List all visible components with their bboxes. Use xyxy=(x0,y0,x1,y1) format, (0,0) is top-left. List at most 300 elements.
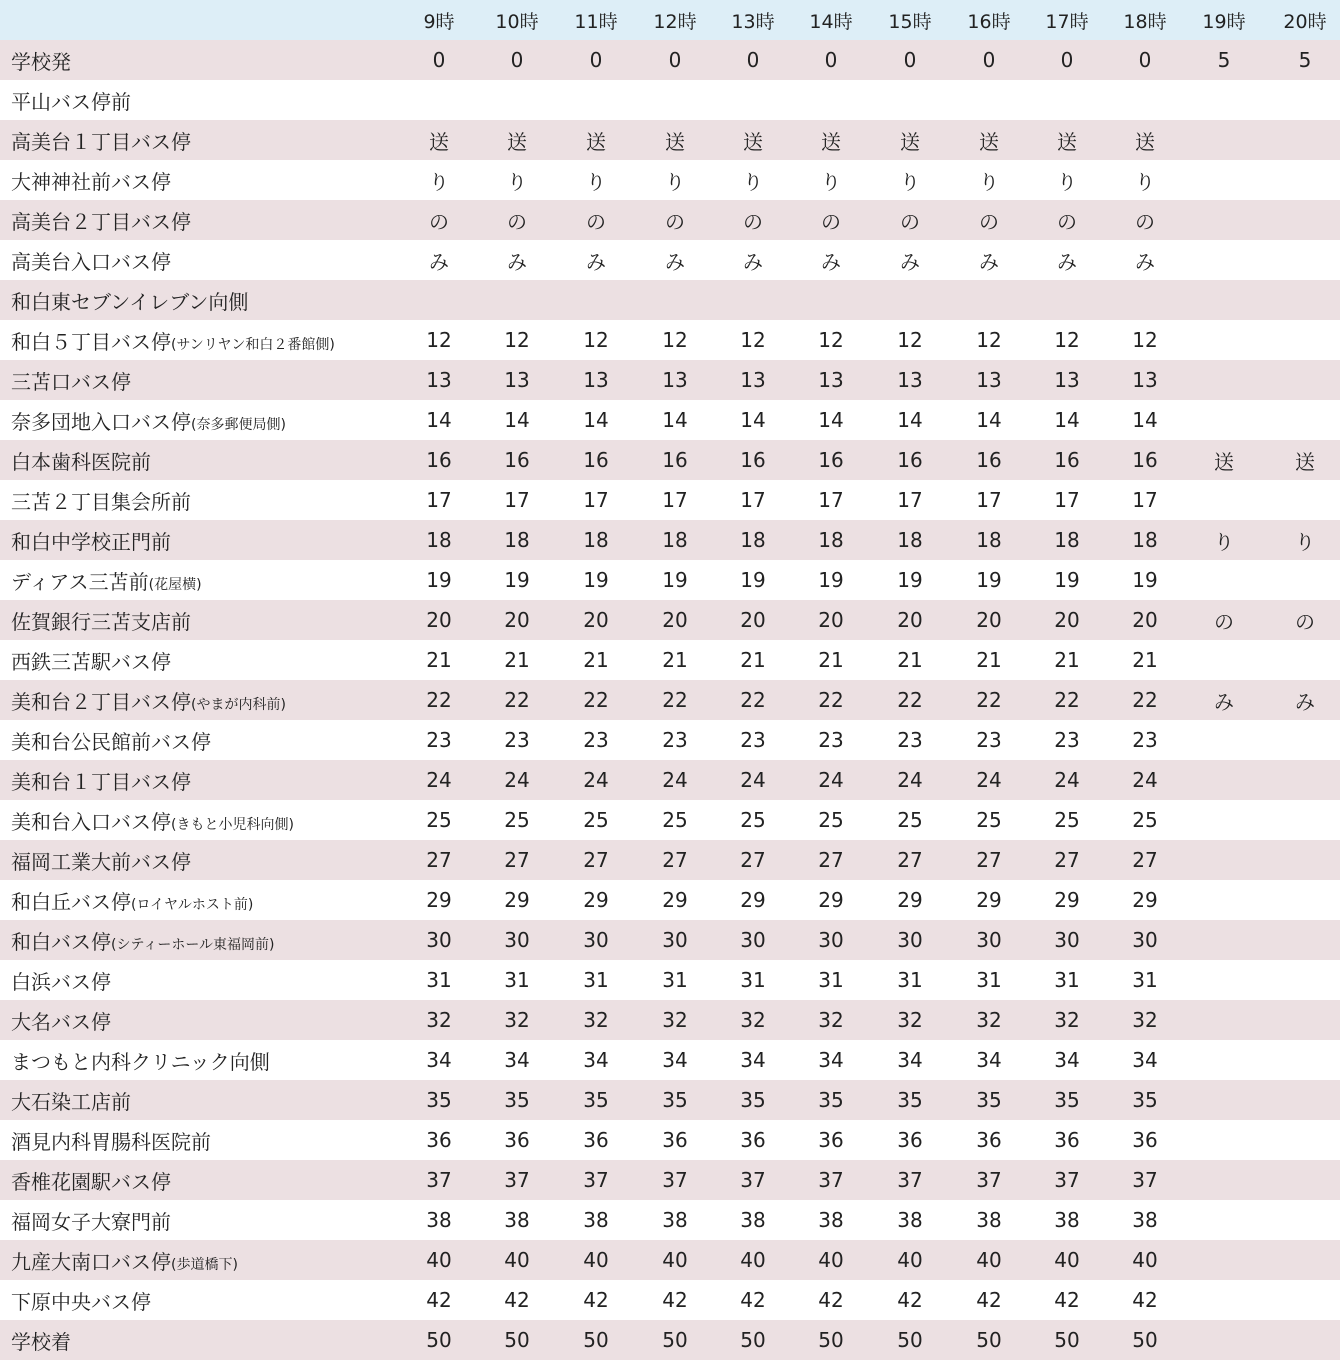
time-cell: 17 xyxy=(1132,488,1158,512)
time-cell: 50 xyxy=(583,1328,609,1352)
stop-name: 大名バス停 xyxy=(11,1009,111,1034)
table-row xyxy=(0,880,1340,920)
stop-name-cell xyxy=(0,160,400,200)
time-cell: 38 xyxy=(1132,1208,1158,1232)
time-cell: 24 xyxy=(1054,768,1080,792)
table-row xyxy=(0,1280,1340,1320)
time-cell: り xyxy=(821,169,841,194)
stop-name: 学校着 xyxy=(11,1329,71,1354)
stop-name: 美和台入口バス停 xyxy=(11,809,171,834)
time-cell: 16 xyxy=(504,448,530,472)
hour-header: 18時 xyxy=(1123,10,1167,33)
time-cell: 0 xyxy=(746,48,760,72)
table-row xyxy=(0,520,1340,560)
time-cell: 17 xyxy=(426,488,452,512)
stop-name: 佐賀銀行三苫支店前 xyxy=(11,609,191,634)
time-cell xyxy=(1184,960,1264,1000)
time-cell xyxy=(1184,1000,1264,1040)
time-cell: 21 xyxy=(504,648,530,672)
stop-note: (シティーホール東福岡前) xyxy=(111,936,275,953)
time-cell: 23 xyxy=(662,728,688,752)
time-cell: 22 xyxy=(583,688,609,712)
time-cell xyxy=(714,280,792,320)
time-cell: り xyxy=(1057,169,1077,194)
time-cell xyxy=(1184,360,1264,400)
time-cell: 0 xyxy=(824,48,838,72)
time-cell xyxy=(556,280,636,320)
table-row xyxy=(0,280,1340,320)
time-cell: 30 xyxy=(504,928,530,952)
stop-name: 高美台２丁目バス停 xyxy=(11,209,191,234)
time-cell: 50 xyxy=(740,1328,766,1352)
time-cell: 24 xyxy=(662,768,688,792)
time-cell: 17 xyxy=(897,488,923,512)
stop-name-cell xyxy=(0,560,400,600)
time-cell xyxy=(1184,240,1264,280)
time-cell: 送 xyxy=(1295,449,1315,474)
time-cell: 29 xyxy=(426,888,452,912)
stop-name-cell xyxy=(0,680,400,720)
table-row xyxy=(0,720,1340,760)
time-cell: 30 xyxy=(1054,928,1080,952)
time-cell: 36 xyxy=(740,1128,766,1152)
time-cell xyxy=(1264,80,1340,120)
time-cell: 37 xyxy=(818,1168,844,1192)
time-cell: 23 xyxy=(1054,728,1080,752)
stop-name: 酒見内科胃腸科医院前 xyxy=(11,1129,211,1154)
time-cell: 14 xyxy=(1054,408,1080,432)
time-cell: 50 xyxy=(818,1328,844,1352)
time-cell: の xyxy=(900,209,920,234)
time-cell: 37 xyxy=(1054,1168,1080,1192)
time-cell: 18 xyxy=(976,528,1002,552)
time-cell: 送 xyxy=(1135,129,1155,154)
time-cell: 50 xyxy=(426,1328,452,1352)
time-cell: 24 xyxy=(426,768,452,792)
time-cell: 17 xyxy=(662,488,688,512)
hour-header-row xyxy=(0,0,1340,40)
time-cell: 24 xyxy=(976,768,1002,792)
time-cell: 34 xyxy=(1132,1048,1158,1072)
time-cell: り xyxy=(586,169,606,194)
time-cell xyxy=(1264,640,1340,680)
time-cell: り xyxy=(429,169,449,194)
time-cell: 13 xyxy=(818,368,844,392)
time-cell xyxy=(1264,360,1340,400)
time-cell xyxy=(1184,800,1264,840)
stop-name-cell xyxy=(0,1320,400,1360)
time-cell: の xyxy=(743,209,763,234)
table-row xyxy=(0,840,1340,880)
time-cell: 0 xyxy=(668,48,682,72)
stop-name: 高美台入口バス停 xyxy=(11,249,171,274)
stop-name-cell xyxy=(0,1280,400,1320)
time-cell: の xyxy=(429,209,449,234)
time-cell xyxy=(1184,1120,1264,1160)
time-cell: 35 xyxy=(818,1088,844,1112)
table-row xyxy=(0,400,1340,440)
time-cell: の xyxy=(507,209,527,234)
time-cell: 16 xyxy=(976,448,1002,472)
time-cell xyxy=(478,80,556,120)
time-cell: 31 xyxy=(740,968,766,992)
time-cell: 21 xyxy=(976,648,1002,672)
time-cell: 32 xyxy=(740,1008,766,1032)
time-cell: 35 xyxy=(1054,1088,1080,1112)
time-cell: 34 xyxy=(818,1048,844,1072)
time-cell: 送 xyxy=(900,129,920,154)
time-cell: 34 xyxy=(1054,1048,1080,1072)
time-cell xyxy=(556,80,636,120)
time-cell: 送 xyxy=(821,129,841,154)
time-cell: 0 xyxy=(982,48,996,72)
time-cell: の xyxy=(979,209,999,234)
time-cell: 29 xyxy=(976,888,1002,912)
time-cell: 22 xyxy=(1132,688,1158,712)
stop-name: 和白東セブンイレブン向側 xyxy=(11,289,249,314)
time-cell: 23 xyxy=(976,728,1002,752)
table-row xyxy=(0,360,1340,400)
time-cell xyxy=(1184,760,1264,800)
table-row xyxy=(0,440,1340,480)
time-cell: 14 xyxy=(426,408,452,432)
time-cell: み xyxy=(429,249,449,274)
time-cell: 31 xyxy=(1054,968,1080,992)
time-cell: 27 xyxy=(818,848,844,872)
time-cell: 24 xyxy=(897,768,923,792)
time-cell: 17 xyxy=(818,488,844,512)
time-cell: 14 xyxy=(740,408,766,432)
table-row xyxy=(0,680,1340,720)
time-cell: 32 xyxy=(504,1008,530,1032)
time-cell: 34 xyxy=(976,1048,1002,1072)
time-cell xyxy=(1106,80,1184,120)
time-cell: 30 xyxy=(976,928,1002,952)
time-cell: 21 xyxy=(740,648,766,672)
time-cell: 27 xyxy=(1132,848,1158,872)
time-cell: 0 xyxy=(903,48,917,72)
time-cell: 25 xyxy=(662,808,688,832)
time-cell: み xyxy=(743,249,763,274)
time-cell: 38 xyxy=(740,1208,766,1232)
stop-name: 美和台２丁目バス停 xyxy=(11,689,191,714)
time-cell: 42 xyxy=(976,1288,1002,1312)
time-cell: 13 xyxy=(976,368,1002,392)
hour-header: 13時 xyxy=(731,10,775,33)
time-cell xyxy=(950,80,1028,120)
time-cell xyxy=(1184,280,1264,320)
time-cell: 16 xyxy=(426,448,452,472)
time-cell: 23 xyxy=(897,728,923,752)
time-cell: 25 xyxy=(818,808,844,832)
time-cell: 22 xyxy=(662,688,688,712)
time-cell: 36 xyxy=(583,1128,609,1152)
time-cell xyxy=(1264,880,1340,920)
time-cell: 送 xyxy=(1214,449,1234,474)
hour-header: 20時 xyxy=(1283,10,1327,33)
time-cell: 送 xyxy=(743,129,763,154)
time-cell: 12 xyxy=(1054,328,1080,352)
table-row xyxy=(0,320,1340,360)
time-cell: り xyxy=(900,169,920,194)
time-cell: 38 xyxy=(1054,1208,1080,1232)
stop-name: 和白丘バス停 xyxy=(11,889,131,914)
time-cell: 37 xyxy=(1132,1168,1158,1192)
time-cell: 12 xyxy=(426,328,452,352)
time-cell: 22 xyxy=(504,688,530,712)
time-cell: 32 xyxy=(818,1008,844,1032)
stop-name-cell xyxy=(0,1080,400,1120)
table-row xyxy=(0,80,1340,120)
time-cell: 18 xyxy=(504,528,530,552)
table-row xyxy=(0,1120,1340,1160)
time-cell: 0 xyxy=(1138,48,1152,72)
table-row xyxy=(0,600,1340,640)
time-cell xyxy=(870,280,950,320)
time-cell: 38 xyxy=(976,1208,1002,1232)
hour-header: 9時 xyxy=(423,10,455,33)
time-cell: 42 xyxy=(1054,1288,1080,1312)
time-cell: り xyxy=(1135,169,1155,194)
table-row xyxy=(0,480,1340,520)
time-cell: 35 xyxy=(662,1088,688,1112)
time-cell: 37 xyxy=(662,1168,688,1192)
time-cell xyxy=(1264,200,1340,240)
time-cell: 送 xyxy=(429,129,449,154)
time-cell: 31 xyxy=(976,968,1002,992)
stop-name-cell xyxy=(0,800,400,840)
time-cell: 22 xyxy=(426,688,452,712)
time-cell xyxy=(870,80,950,120)
time-cell: 12 xyxy=(1132,328,1158,352)
time-cell: 13 xyxy=(740,368,766,392)
time-cell xyxy=(1184,1320,1264,1360)
stop-name-cell xyxy=(0,480,400,520)
stop-name: 福岡工業大前バス停 xyxy=(11,849,191,874)
table-row xyxy=(0,120,1340,160)
stop-name-cell xyxy=(0,240,400,280)
time-cell: 29 xyxy=(740,888,766,912)
time-cell xyxy=(1264,760,1340,800)
stop-name: 和白バス停 xyxy=(11,929,111,954)
time-cell xyxy=(1184,400,1264,440)
time-cell: 29 xyxy=(818,888,844,912)
time-cell: 36 xyxy=(1132,1128,1158,1152)
time-cell: 23 xyxy=(504,728,530,752)
time-cell xyxy=(400,280,478,320)
stop-name-cell xyxy=(0,320,400,360)
time-cell: 25 xyxy=(426,808,452,832)
stop-note: (歩道橋下) xyxy=(171,1256,238,1273)
time-cell: 22 xyxy=(740,688,766,712)
table-row xyxy=(0,200,1340,240)
time-cell: 12 xyxy=(897,328,923,352)
stop-name: 学校発 xyxy=(11,49,71,74)
stop-name-cell xyxy=(0,720,400,760)
stop-note: (やまが内科前) xyxy=(191,696,286,713)
time-cell: 40 xyxy=(897,1248,923,1272)
time-cell: 34 xyxy=(662,1048,688,1072)
time-cell: 5 xyxy=(1217,48,1231,72)
table-row xyxy=(0,1000,1340,1040)
time-cell: 36 xyxy=(976,1128,1002,1152)
time-cell: 42 xyxy=(662,1288,688,1312)
time-cell: 40 xyxy=(426,1248,452,1272)
time-cell: み xyxy=(586,249,606,274)
time-cell: 31 xyxy=(583,968,609,992)
time-cell: 35 xyxy=(976,1088,1002,1112)
time-cell xyxy=(1184,1280,1264,1320)
time-cell: 36 xyxy=(662,1128,688,1152)
time-cell: 42 xyxy=(426,1288,452,1312)
time-cell: 29 xyxy=(1054,888,1080,912)
time-cell: 40 xyxy=(583,1248,609,1272)
time-cell xyxy=(1184,200,1264,240)
time-cell: 25 xyxy=(897,808,923,832)
hour-header: 10時 xyxy=(495,10,539,33)
time-cell: 12 xyxy=(583,328,609,352)
time-cell: 34 xyxy=(740,1048,766,1072)
time-cell: 25 xyxy=(1132,808,1158,832)
time-cell: 20 xyxy=(897,608,923,632)
time-cell: 37 xyxy=(426,1168,452,1192)
time-cell xyxy=(1184,880,1264,920)
time-cell: 24 xyxy=(818,768,844,792)
time-cell: 42 xyxy=(897,1288,923,1312)
time-cell xyxy=(1264,280,1340,320)
time-cell: 18 xyxy=(1054,528,1080,552)
stop-name-cell xyxy=(0,520,400,560)
time-cell: 13 xyxy=(504,368,530,392)
time-cell: 16 xyxy=(897,448,923,472)
time-cell: 5 xyxy=(1298,48,1312,72)
time-cell: 送 xyxy=(507,129,527,154)
time-cell: 21 xyxy=(897,648,923,672)
stop-name: 平山バス停前 xyxy=(11,89,131,114)
stop-name-cell xyxy=(0,440,400,480)
stop-note: (花屋横) xyxy=(148,576,202,593)
time-cell: 20 xyxy=(1132,608,1158,632)
time-cell: 12 xyxy=(504,328,530,352)
time-cell: の xyxy=(1135,209,1155,234)
time-cell xyxy=(950,280,1028,320)
time-cell: 16 xyxy=(1132,448,1158,472)
time-cell: 50 xyxy=(1132,1328,1158,1352)
time-cell: 17 xyxy=(1054,488,1080,512)
time-cell: 18 xyxy=(583,528,609,552)
time-cell: 50 xyxy=(976,1328,1002,1352)
time-cell: 0 xyxy=(589,48,603,72)
stop-name-cell xyxy=(0,760,400,800)
time-cell xyxy=(1264,320,1340,360)
time-cell: 30 xyxy=(1132,928,1158,952)
time-cell: 20 xyxy=(740,608,766,632)
time-cell: 35 xyxy=(504,1088,530,1112)
time-cell xyxy=(1264,1120,1340,1160)
stop-name: 三苫口バス停 xyxy=(11,369,131,394)
stop-name-cell xyxy=(0,600,400,640)
table-row xyxy=(0,760,1340,800)
time-cell: 34 xyxy=(583,1048,609,1072)
time-cell: 32 xyxy=(1132,1008,1158,1032)
time-cell: 37 xyxy=(976,1168,1002,1192)
time-cell: 31 xyxy=(504,968,530,992)
time-cell xyxy=(1184,480,1264,520)
time-cell: の xyxy=(821,209,841,234)
time-cell: 36 xyxy=(897,1128,923,1152)
time-cell: の xyxy=(1295,609,1315,634)
time-cell: 32 xyxy=(976,1008,1002,1032)
time-cell: 31 xyxy=(426,968,452,992)
time-cell: 18 xyxy=(1132,528,1158,552)
time-cell xyxy=(478,280,556,320)
time-cell: 13 xyxy=(1054,368,1080,392)
time-cell: 23 xyxy=(583,728,609,752)
stop-name: 九産大南口バス停 xyxy=(11,1249,171,1274)
time-cell: 24 xyxy=(740,768,766,792)
stop-name: 下原中央バス停 xyxy=(11,1289,151,1314)
table-row xyxy=(0,1320,1340,1360)
time-cell: 31 xyxy=(662,968,688,992)
time-cell xyxy=(1264,1160,1340,1200)
time-cell: 31 xyxy=(1132,968,1158,992)
time-cell: 14 xyxy=(504,408,530,432)
stop-name: ディアス三苫前 xyxy=(11,569,149,594)
time-cell xyxy=(1028,280,1106,320)
time-cell xyxy=(1184,720,1264,760)
time-cell: 40 xyxy=(740,1248,766,1272)
stop-name-cell xyxy=(0,840,400,880)
time-cell xyxy=(1184,840,1264,880)
time-cell: 0 xyxy=(1060,48,1074,72)
time-cell: 42 xyxy=(818,1288,844,1312)
table-row xyxy=(0,1040,1340,1080)
time-cell xyxy=(1264,1240,1340,1280)
time-cell: 16 xyxy=(1054,448,1080,472)
time-cell: 13 xyxy=(1132,368,1158,392)
time-cell xyxy=(1028,80,1106,120)
stop-name-cell xyxy=(0,120,400,160)
time-cell: の xyxy=(586,209,606,234)
time-cell: 27 xyxy=(1054,848,1080,872)
time-cell: 19 xyxy=(897,568,923,592)
time-cell: の xyxy=(1057,209,1077,234)
time-cell: 37 xyxy=(583,1168,609,1192)
stop-name-cell xyxy=(0,1160,400,1200)
stop-name: 高美台１丁目バス停 xyxy=(11,129,191,154)
time-cell: み xyxy=(979,249,999,274)
time-cell: 29 xyxy=(1132,888,1158,912)
stop-name: 三苫２丁目集会所前 xyxy=(11,489,191,514)
time-cell: り xyxy=(1295,529,1315,554)
time-cell: 37 xyxy=(897,1168,923,1192)
hour-header: 15時 xyxy=(888,10,932,33)
hour-header: 12時 xyxy=(653,10,697,33)
time-cell: 35 xyxy=(740,1088,766,1112)
time-cell: 14 xyxy=(662,408,688,432)
time-cell: 36 xyxy=(504,1128,530,1152)
time-cell: 21 xyxy=(426,648,452,672)
time-cell: 30 xyxy=(897,928,923,952)
time-cell xyxy=(1184,320,1264,360)
table-row xyxy=(0,800,1340,840)
time-cell: り xyxy=(665,169,685,194)
hour-header: 17時 xyxy=(1045,10,1089,33)
time-cell xyxy=(1264,1320,1340,1360)
time-cell: 17 xyxy=(583,488,609,512)
time-cell: 32 xyxy=(426,1008,452,1032)
stop-name: 美和台１丁目バス停 xyxy=(11,769,191,794)
